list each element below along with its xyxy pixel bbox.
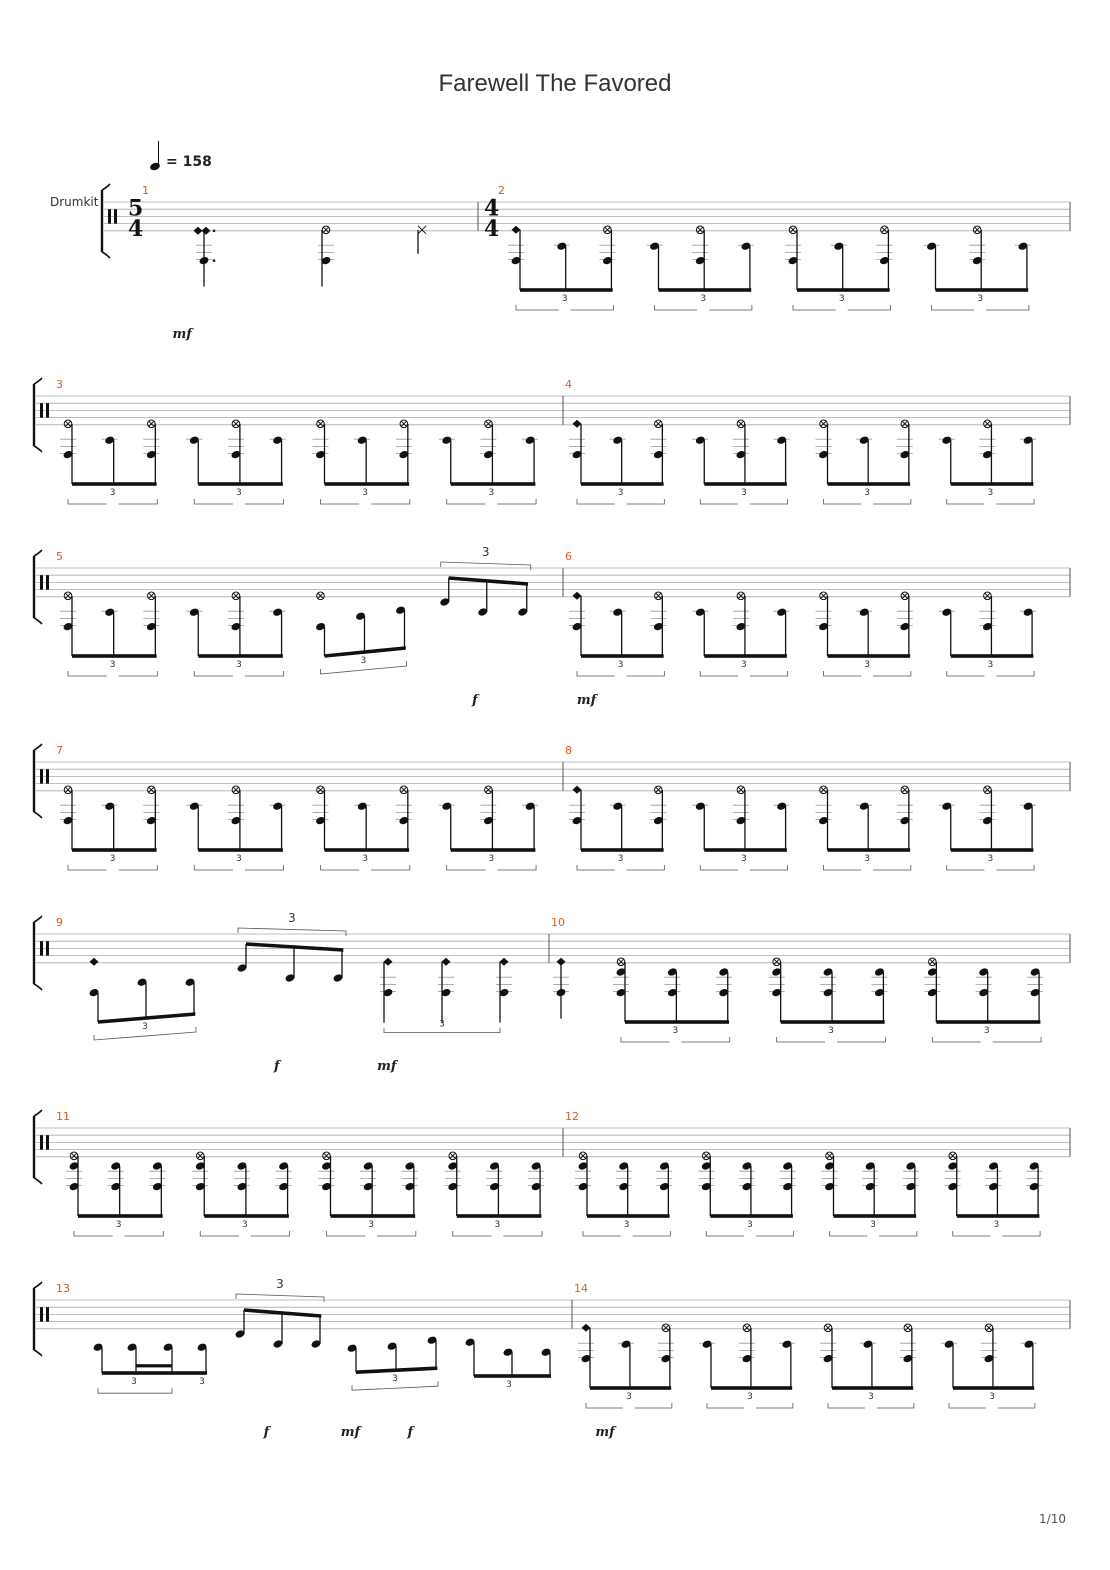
measure-number: 6 — [565, 550, 572, 563]
measure-number: 14 — [574, 1282, 588, 1295]
beam — [936, 1020, 1040, 1024]
tuplet-bracket — [700, 865, 787, 870]
tuplet-number: 3 — [488, 854, 495, 864]
tuplet-number: 3 — [828, 1026, 834, 1036]
tuplet-bracket — [932, 305, 1029, 310]
percussion-clef-icon — [40, 769, 43, 783]
measure-number: 12 — [565, 1110, 579, 1123]
beam — [451, 848, 536, 852]
tuplet-number: 3 — [747, 1392, 753, 1402]
tuplet-number: 3 — [131, 1377, 137, 1388]
tuplet-bracket — [932, 1037, 1041, 1042]
tuplet-number: 3 — [864, 660, 871, 670]
tuplet-number: 3 — [109, 488, 116, 498]
tuplet-bracket — [793, 305, 890, 310]
beam — [581, 482, 664, 486]
tuplet-bracket — [830, 1231, 917, 1236]
beam — [72, 482, 157, 486]
tuplet-number: 3 — [506, 1380, 512, 1391]
percussion-clef-icon — [40, 403, 43, 417]
beam — [936, 288, 1029, 292]
beam — [581, 848, 664, 852]
tuplet-number: 3 — [741, 488, 747, 498]
beam — [781, 1020, 885, 1024]
tuplet-number: 3 — [236, 854, 242, 864]
ride-notehead — [194, 227, 203, 235]
ride-notehead — [573, 420, 582, 428]
tuplet-bracket — [441, 562, 531, 570]
score-title: Farewell The Favored — [438, 70, 672, 97]
tuplet-number: 3 — [617, 854, 624, 864]
measure-number: 13 — [56, 1282, 70, 1295]
tuplet-bracket — [706, 1231, 793, 1236]
beam — [953, 1386, 1034, 1390]
beam — [198, 482, 283, 486]
beam — [325, 848, 410, 852]
tuplet-bracket — [238, 928, 346, 936]
measure-number: 11 — [56, 1110, 70, 1123]
staff-system — [34, 911, 1070, 1074]
tuplet-number: 3 — [276, 1277, 284, 1291]
tuplet-number: 3 — [983, 1026, 990, 1036]
tuplet-number: 3 — [989, 1392, 995, 1402]
tuplet-number: 3 — [488, 488, 495, 498]
dynamic-marking: mf — [377, 1059, 397, 1074]
tuplet-bracket — [586, 1403, 672, 1408]
beam — [204, 1214, 289, 1218]
tuplet-number: 3 — [199, 1377, 205, 1388]
tuplet-bracket — [824, 865, 911, 870]
time-signature-bottom: 4 — [128, 215, 144, 242]
tuplet-bracket — [577, 671, 664, 676]
tuplet-number: 3 — [115, 1220, 122, 1230]
beam — [449, 576, 528, 586]
beam — [198, 654, 283, 658]
tuplet-bracket — [447, 865, 536, 870]
staff-system — [34, 744, 1070, 870]
beam — [659, 288, 752, 292]
tuplet-bracket — [68, 499, 157, 504]
measure-number: 2 — [498, 184, 505, 197]
staff-system — [34, 378, 1070, 504]
tuplet-bracket — [194, 499, 283, 504]
tuplet-number: 3 — [288, 911, 296, 925]
tuplet-number: 3 — [368, 1220, 375, 1230]
tuplet-bracket — [321, 499, 410, 504]
choke-notehead — [418, 226, 426, 234]
tuplet-bracket — [74, 1231, 163, 1236]
tuplet-number: 3 — [439, 1019, 445, 1030]
tuplet-number: 3 — [741, 854, 747, 864]
tuplet-number: 3 — [481, 545, 490, 559]
tuplet-number: 3 — [236, 660, 242, 670]
tuplet-number: 3 — [672, 1026, 679, 1036]
dynamic-marking: f — [263, 1425, 270, 1440]
tuplet-bracket — [194, 671, 283, 676]
percussion-clef-icon — [40, 1135, 43, 1149]
tuplet-number: 3 — [741, 660, 747, 670]
tuplet-number: 3 — [236, 488, 242, 498]
tuplet-number: 3 — [838, 294, 845, 304]
staff-system — [102, 184, 1070, 342]
staff-system — [34, 1110, 1070, 1236]
time-signature-bottom: 4 — [484, 215, 500, 242]
tuplet-bracket — [947, 865, 1034, 870]
beam — [710, 1214, 793, 1218]
beam — [832, 1386, 913, 1390]
percussion-clef-icon — [40, 941, 43, 955]
percussion-clef-icon — [108, 209, 111, 223]
tempo-value: = 158 — [166, 154, 212, 170]
tuplet-number: 3 — [561, 294, 568, 304]
beam — [587, 1214, 670, 1218]
beam — [331, 1214, 416, 1218]
beam — [474, 1374, 551, 1378]
tuplet-bracket — [68, 865, 157, 870]
tuplet-bracket — [621, 1037, 730, 1042]
tuplet-number: 3 — [747, 1220, 753, 1230]
tuplet-number: 3 — [494, 1220, 501, 1230]
beam — [102, 1371, 207, 1375]
measure-number: 4 — [565, 378, 572, 391]
beam — [136, 1364, 172, 1367]
beam — [951, 654, 1034, 658]
dynamic-marking: mf — [595, 1425, 615, 1440]
tuplet-number: 3 — [623, 1220, 630, 1230]
tuplet-number: 3 — [987, 660, 994, 670]
beam — [457, 1214, 542, 1218]
ride-notehead — [90, 958, 99, 966]
ride-notehead — [202, 227, 211, 235]
beam — [198, 848, 283, 852]
beam — [828, 654, 911, 658]
tuplet-bracket — [98, 1388, 172, 1393]
dynamic-marking: f — [407, 1425, 414, 1440]
tuplet-bracket — [68, 671, 157, 676]
tuplet-number: 3 — [617, 660, 624, 670]
tuplet-number: 3 — [626, 1392, 632, 1402]
tuplet-number: 3 — [242, 1220, 248, 1230]
tuplet-bracket — [583, 1231, 670, 1236]
tuplet-number: 3 — [109, 660, 116, 670]
tuplet-bracket — [777, 1037, 886, 1042]
ride-notehead — [384, 958, 393, 966]
tuplet-bracket — [953, 1231, 1040, 1236]
tuplet-number: 3 — [360, 656, 367, 666]
measure-number: 1 — [142, 184, 149, 197]
beam — [828, 482, 911, 486]
tuplet-bracket — [200, 1231, 289, 1236]
tuplet-number: 3 — [864, 488, 871, 498]
staff-system — [34, 545, 1070, 708]
ride-notehead — [582, 1324, 591, 1332]
tuplet-bracket — [947, 671, 1034, 676]
beam — [951, 848, 1034, 852]
tuplet-bracket — [655, 305, 752, 310]
beam — [704, 654, 787, 658]
instrument-name: Drumkit — [50, 195, 99, 209]
beam — [834, 1214, 917, 1218]
tuplet-number: 3 — [109, 854, 116, 864]
percussion-clef-icon — [40, 575, 43, 589]
beam — [325, 482, 410, 486]
tuplet-bracket — [516, 305, 613, 310]
percussion-clef-icon — [40, 1307, 43, 1321]
measure-number: 7 — [56, 744, 63, 757]
tuplet-bracket — [577, 499, 664, 504]
dot — [213, 230, 216, 233]
staff-system — [34, 1277, 1070, 1440]
beam — [957, 1214, 1040, 1218]
ride-notehead — [512, 226, 521, 234]
tuplet-number: 3 — [392, 1374, 398, 1385]
beam — [72, 848, 157, 852]
tuplet-bracket — [700, 671, 787, 676]
beam — [704, 482, 787, 486]
tuplet-number: 3 — [362, 854, 369, 864]
tuplet-number: 3 — [142, 1022, 148, 1032]
measure-number: 9 — [56, 916, 63, 929]
dynamic-marking: mf — [576, 693, 597, 708]
beam — [951, 482, 1034, 486]
ride-notehead — [442, 958, 451, 966]
beam — [590, 1386, 671, 1390]
measure-number: 3 — [56, 378, 63, 391]
dynamic-marking: f — [472, 693, 478, 708]
tuplet-bracket — [453, 1231, 542, 1236]
beam — [625, 1020, 729, 1024]
tuplet-bracket — [447, 499, 536, 504]
tuplet-bracket — [824, 671, 911, 676]
ride-notehead — [573, 592, 582, 600]
tuplet-number: 3 — [987, 488, 994, 498]
tuplet-bracket — [321, 865, 410, 870]
measure-number: 8 — [565, 744, 572, 757]
dynamic-marking: f — [274, 1059, 280, 1074]
tuplet-bracket — [707, 1403, 793, 1408]
beam — [581, 654, 664, 658]
beam — [520, 288, 613, 292]
ride-notehead — [573, 786, 582, 794]
tuplet-number: 3 — [362, 488, 369, 498]
beam — [711, 1386, 792, 1390]
tuplet-bracket — [828, 1403, 914, 1408]
beam — [451, 482, 536, 486]
tuplet-number: 3 — [700, 294, 707, 304]
beam — [828, 848, 911, 852]
tuplet-bracket — [949, 1403, 1035, 1408]
time-signature-top: 5 — [128, 195, 144, 222]
ride-notehead — [500, 958, 509, 966]
tuplet-number: 3 — [977, 294, 984, 304]
tuplet-bracket — [700, 499, 787, 504]
measure-number: 5 — [56, 550, 63, 563]
beam — [704, 848, 787, 852]
tuplet-bracket — [194, 865, 283, 870]
beam — [72, 654, 157, 658]
dot — [213, 259, 216, 262]
beam — [78, 1214, 163, 1218]
tuplet-bracket — [824, 499, 911, 504]
tuplet-number: 3 — [987, 854, 994, 864]
tuplet-number: 3 — [993, 1220, 1000, 1230]
time-signature-top: 4 — [484, 195, 500, 222]
page-number: 1/10 — [1039, 1512, 1066, 1526]
dynamic-marking: mf — [340, 1425, 361, 1440]
measure-number: 10 — [551, 916, 565, 929]
tuplet-bracket — [577, 865, 664, 870]
tuplet-bracket — [236, 1294, 324, 1302]
dynamic-marking: mf — [172, 327, 192, 342]
tuplet-number: 3 — [617, 488, 624, 498]
tuplet-bracket — [327, 1231, 416, 1236]
tuplet-number: 3 — [870, 1220, 877, 1230]
tuplet-number: 3 — [868, 1392, 874, 1402]
beam — [797, 288, 890, 292]
tuplet-bracket — [947, 499, 1034, 504]
tuplet-number: 3 — [864, 854, 871, 864]
